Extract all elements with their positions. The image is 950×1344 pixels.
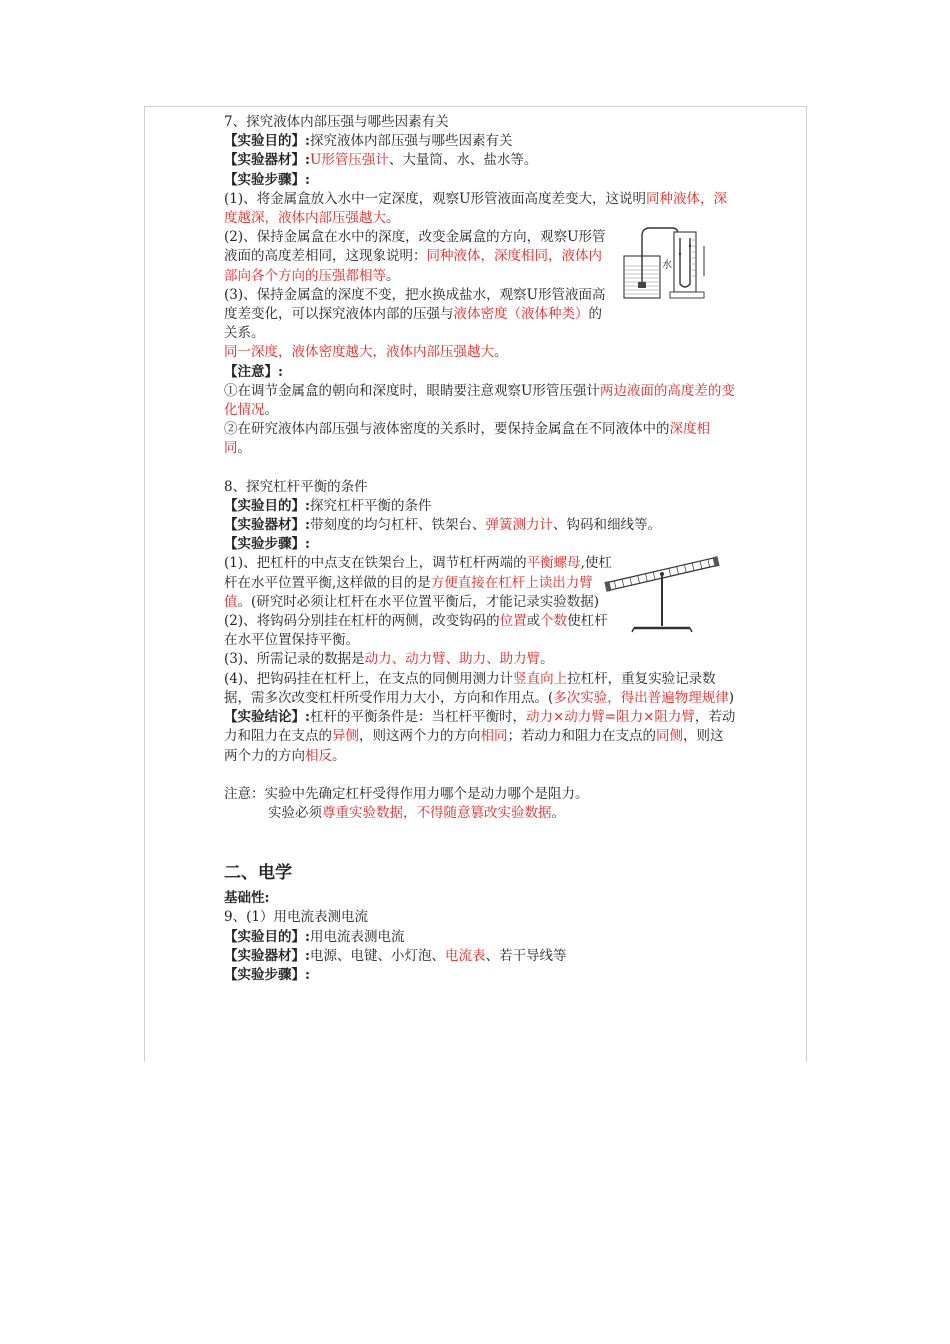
s8-note: 注意：实验中先确定杠杆受得作用力哪个是动力哪个是阻力。 [224,785,589,802]
s7-conclusion: 同一深度，液体密度越大，液体内部压强越大。 [224,344,508,361]
s8-conclusion: 【实验结论】:杠杆的平衡条件是：当杠杆平衡时，动力×动力臂=阻力×阻力臂，若动力和阻力在支点的异侧，则这两个力的方向相同；若动力和阻力在支点的同侧，则这两个力的方向相反。 [224,709,736,764]
s9-purpose: 【实验目的】:用电流表测电流 [224,928,405,945]
page-frame-top [144,106,806,107]
s8-step-3: (3)、所需记录的数据是动力、动力臂、助力、助力臂。 [224,651,554,668]
section-8-title: 8、探究杠杆平衡的条件 [224,478,368,495]
document-body [224,113,736,985]
s7-step-2: (2)、保持金属盒在水中的深度，改变金属盒的方向，观察U形管液面的高度差相同，这现象说明：同种液体，深度相同，液体内部向各个方向的压强都相等。 [224,229,606,284]
s8-steps-label: 【实验步骤】: [224,536,310,553]
basic-label: 基础性: [224,890,270,907]
s7-note-1: ①在调节金属盒的朝向和深度时，眼睛要注意观察U形管压强计两边液面的高度差的变化情况。 [224,382,735,419]
s7-steps-label: 【实验步骤】: [224,171,310,188]
s7-note-2: ②在研究液体内部压强与液体密度的关系时，要保持金属盒在不同液体中的深度相同。 [224,421,710,457]
s7-step-3: (3)、保持金属盒的深度不变，把水换成盐水，观察U形管液面高度差变化，可以探究液体内部的压强与液体密度（液体种类）的关系。 [224,286,606,342]
water-label: 水 [662,260,672,271]
s7-equipment: 【实验器材】:U形管压强计、大量筒、水、盐水等。 [224,152,538,169]
s8-step-1: (1)、把杠杆的中点支在铁架台上，调节杠杆两端的平衡螺母,使杠杆在水平位置平衡,这样做的目的是方便直接在杠杆上读出力臂值。(研究时必须让杠杆在水平位置平衡后，才能记录实验数据) [224,555,612,610]
s8-step-4: (4)、把钩码挂在杠杆上，在支点的同侧用测力计竖直向上拉杠杆，重复实验记录数据，需多次改变杠杆所受作用力大小，方向和作用点。(多次实验，得出普遍物理规律) [224,670,735,706]
s7-purpose: 【实验目的】:探究液体内部压强与哪些因素有关 [224,133,513,150]
page-frame-left [144,106,145,1062]
s7-step-1: (1)、将金属盒放入水中一定深度，观察U形管液面高度差变大，这说明同种液体，深度越深，液体内部压强越大。 [224,190,727,227]
s8-note-2: 实验必须尊重实验数据，不得随意篡改实验数据。 [268,804,565,821]
s7-note-label: 【注意】: [224,363,283,380]
electricity-heading: 二、电学 [224,863,292,884]
s9-steps-label: 【实验步骤】: [224,966,310,983]
section-9-title: 9、(1）用电流表测电流 [224,909,368,926]
s8-step-2: (2)、将钩码分别挂在杠杆的两侧，改变钩码的位置或个数使杠杆在水平位置保持平衡。 [224,613,608,649]
s8-purpose: 【实验目的】:探究杠杆平衡的条件 [224,497,432,514]
s8-equipment: 【实验器材】:带刻度的均匀杠杆、铁架台、弹簧测力计、钩码和细线等。 [224,517,661,534]
section-7-title: 7、探究液体内部压强与哪些因素有关 [224,114,449,130]
page-frame-right [806,106,807,1062]
s9-equipment: 【实验器材】:电源、电键、小灯泡、电流表、若干导线等 [224,947,567,964]
